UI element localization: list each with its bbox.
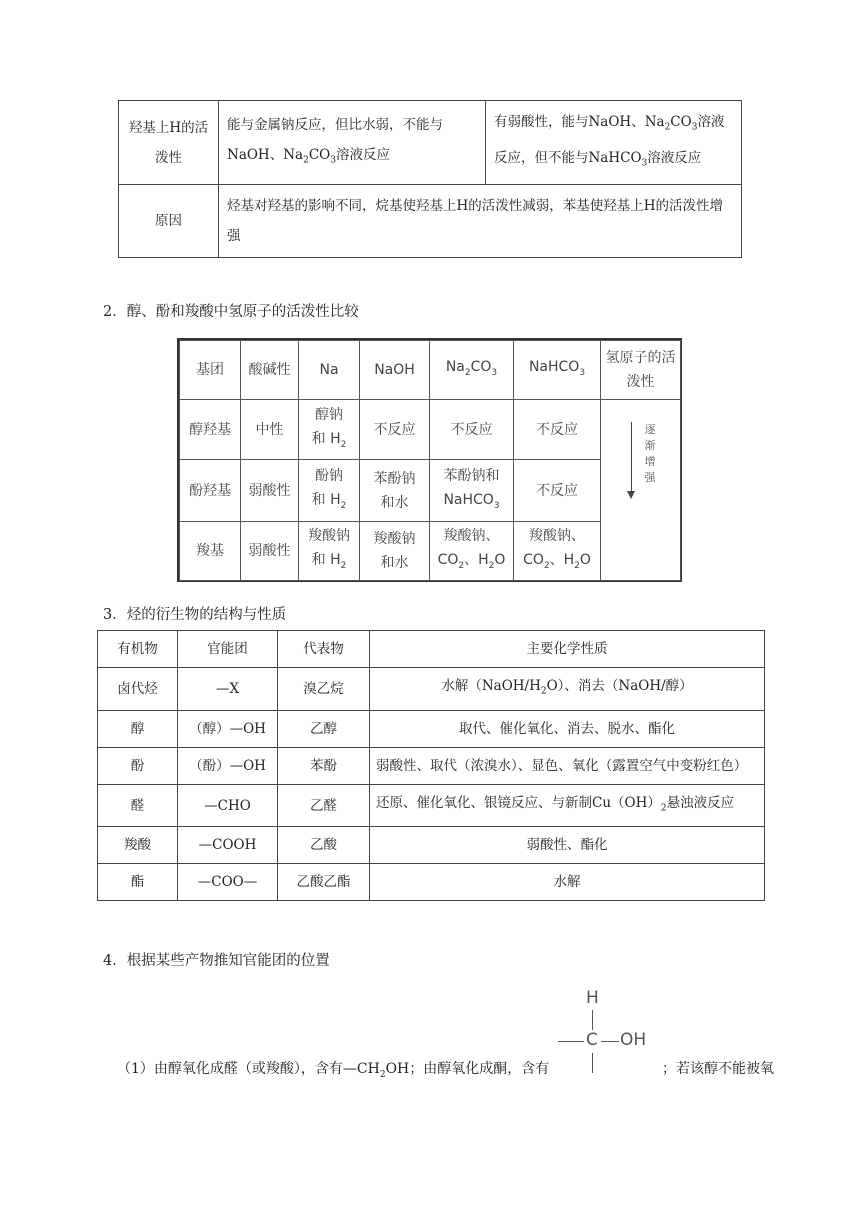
section-heading-2: 2．醇、酚和羧酸中氢原子的活泼性比较 <box>103 304 359 320</box>
table-cell: 醇钠 和 $H_2$ <box>299 400 360 460</box>
header-cell: $Na_2CO_3$ <box>430 341 514 400</box>
bond-line <box>592 1053 593 1073</box>
down-arrow-icon <box>631 422 632 492</box>
header-cell: 有机物 <box>98 631 178 668</box>
trend-indicator <box>603 400 678 580</box>
header-cell: 官能团 <box>178 631 278 668</box>
table-cell: 羟基上H的活泼性 <box>119 101 219 185</box>
hydrogen-activity-table <box>179 340 681 581</box>
table-header-row <box>180 341 681 400</box>
table-cell: （醇）—OH <box>178 710 278 747</box>
table-cell: —CHO <box>178 784 278 827</box>
table-cell: 弱酸性 <box>241 460 299 522</box>
table-cell: 羧酸钠 和水 <box>360 522 430 581</box>
table-row <box>98 784 765 827</box>
formula-c-atom: C <box>586 1030 598 1050</box>
table-row <box>119 185 742 258</box>
table-cell: 羧基 <box>180 522 241 581</box>
hydrogen-activity-comparison-image <box>177 338 682 582</box>
table-cell: 有弱酸性，能与NaOH、$Na_2CO_3$溶液反应，但不能与NaHCO$_3$溶液反应 <box>486 101 742 185</box>
table-row <box>98 710 765 747</box>
table-cell: 乙醇 <box>278 710 370 747</box>
formula-oh-group: OH <box>620 1030 647 1050</box>
table-cell: 水解 <box>370 864 765 901</box>
bond-line <box>558 1041 584 1042</box>
table-cell: 羧酸钠 和 $H_2$ <box>299 522 360 581</box>
header-cell: NaHCO$_3$ <box>514 341 601 400</box>
section-heading-3: 3．烃的衍生物的结构与性质 <box>103 607 287 623</box>
table-cell: 能与金属钠反应，但比水弱，不能与NaOH、$Na_2CO_3$溶液反应 <box>219 101 486 185</box>
table-cell: 卤代烃 <box>98 668 178 711</box>
table-cell: 不反应 <box>514 400 601 460</box>
table-cell: 弱酸性 <box>241 522 299 581</box>
derivative-properties-table <box>97 630 765 901</box>
table-cell: 原因 <box>119 185 219 258</box>
paragraph-1-part-2: ；若该醇不能被氧 <box>662 1061 774 1077</box>
table-cell: 羧酸钠、 $CO_2$、$H_2O$ <box>430 522 514 581</box>
header-cell: 主要化学性质 <box>370 631 765 668</box>
table-cell: 中性 <box>241 400 299 460</box>
header-cell: Na <box>299 341 360 400</box>
table-cell: 苯酚钠 和水 <box>360 460 430 522</box>
table-row <box>98 827 765 864</box>
header-cell: NaOH <box>360 341 430 400</box>
trend-cell <box>601 400 681 581</box>
table-cell: 烃基对羟基的影响不同，烷基使羟基上H的活泼性减弱，苯基使羟基上H的活泼性增强 <box>219 185 742 258</box>
section-heading-4: 4．根据某些产物推知官能团的位置 <box>103 953 330 969</box>
secondary-alcohol-structure <box>556 985 656 1095</box>
bond-line <box>601 1041 619 1042</box>
table-cell: —COOH <box>178 827 278 864</box>
table-row <box>98 668 765 711</box>
table-row <box>119 101 742 185</box>
header-cell: 代表物 <box>278 631 370 668</box>
table-cell: 不反应 <box>360 400 430 460</box>
bond-line <box>592 1010 593 1030</box>
table-cell: 酚钠 和 $H_2$ <box>299 460 360 522</box>
table-cell: 水解$(NaOH/H_2O)$、消去（NaOH/醇） <box>370 668 765 711</box>
table-cell: 苯酚 <box>278 747 370 784</box>
trend-label: 逐渐增强 <box>644 423 656 484</box>
table-cell: 醇 <box>98 710 178 747</box>
table-cell: 取代、催化氧化、消去、脱水、酯化 <box>370 710 765 747</box>
paragraph-1-part-1: （1）由醇氧化成醛（或羧酸），含有$—CH_2OH$；由醇氧化成酮，含有 <box>117 1061 550 1080</box>
table-cell: 酚 <box>98 747 178 784</box>
table-row <box>98 864 765 901</box>
table-cell: （酚）—OH <box>178 747 278 784</box>
header-cell: 基团 <box>180 341 241 400</box>
table-header-row <box>98 631 765 668</box>
table-cell: —COO— <box>178 864 278 901</box>
table-cell: 弱酸性、取代（浓溴水）、显色、氧化（露置空气中变粉红色） <box>370 747 765 784</box>
table-cell: 醛 <box>98 784 178 827</box>
table-row <box>98 747 765 784</box>
header-cell: 酸碱性 <box>241 341 299 400</box>
hydroxyl-activity-table <box>118 100 742 258</box>
table-cell: 酚羟基 <box>180 460 241 522</box>
table-cell: 乙酸乙酯 <box>278 864 370 901</box>
table-cell: 还原、催化氧化、银镜反应、与新制$Cu(OH)_2$悬浊液反应 <box>370 784 765 827</box>
table-cell: 乙醛 <box>278 784 370 827</box>
table-row <box>180 400 681 460</box>
formula-h-atom: H <box>586 988 599 1008</box>
table-cell: 乙酸 <box>278 827 370 864</box>
table-cell: 弱酸性、酯化 <box>370 827 765 864</box>
table-cell: 醇羟基 <box>180 400 241 460</box>
header-cell: 氢原子的活泼性 <box>601 341 681 400</box>
table-cell: 羧酸钠、 $CO_2$、$H_2O$ <box>514 522 601 581</box>
table-cell: 溴乙烷 <box>278 668 370 711</box>
table-cell: 酯 <box>98 864 178 901</box>
table-cell: 羧酸 <box>98 827 178 864</box>
table-cell: 不反应 <box>514 460 601 522</box>
table-cell: 苯酚钠和 NaHCO$_3$ <box>430 460 514 522</box>
table-cell: —X <box>178 668 278 711</box>
table-cell: 不反应 <box>430 400 514 460</box>
